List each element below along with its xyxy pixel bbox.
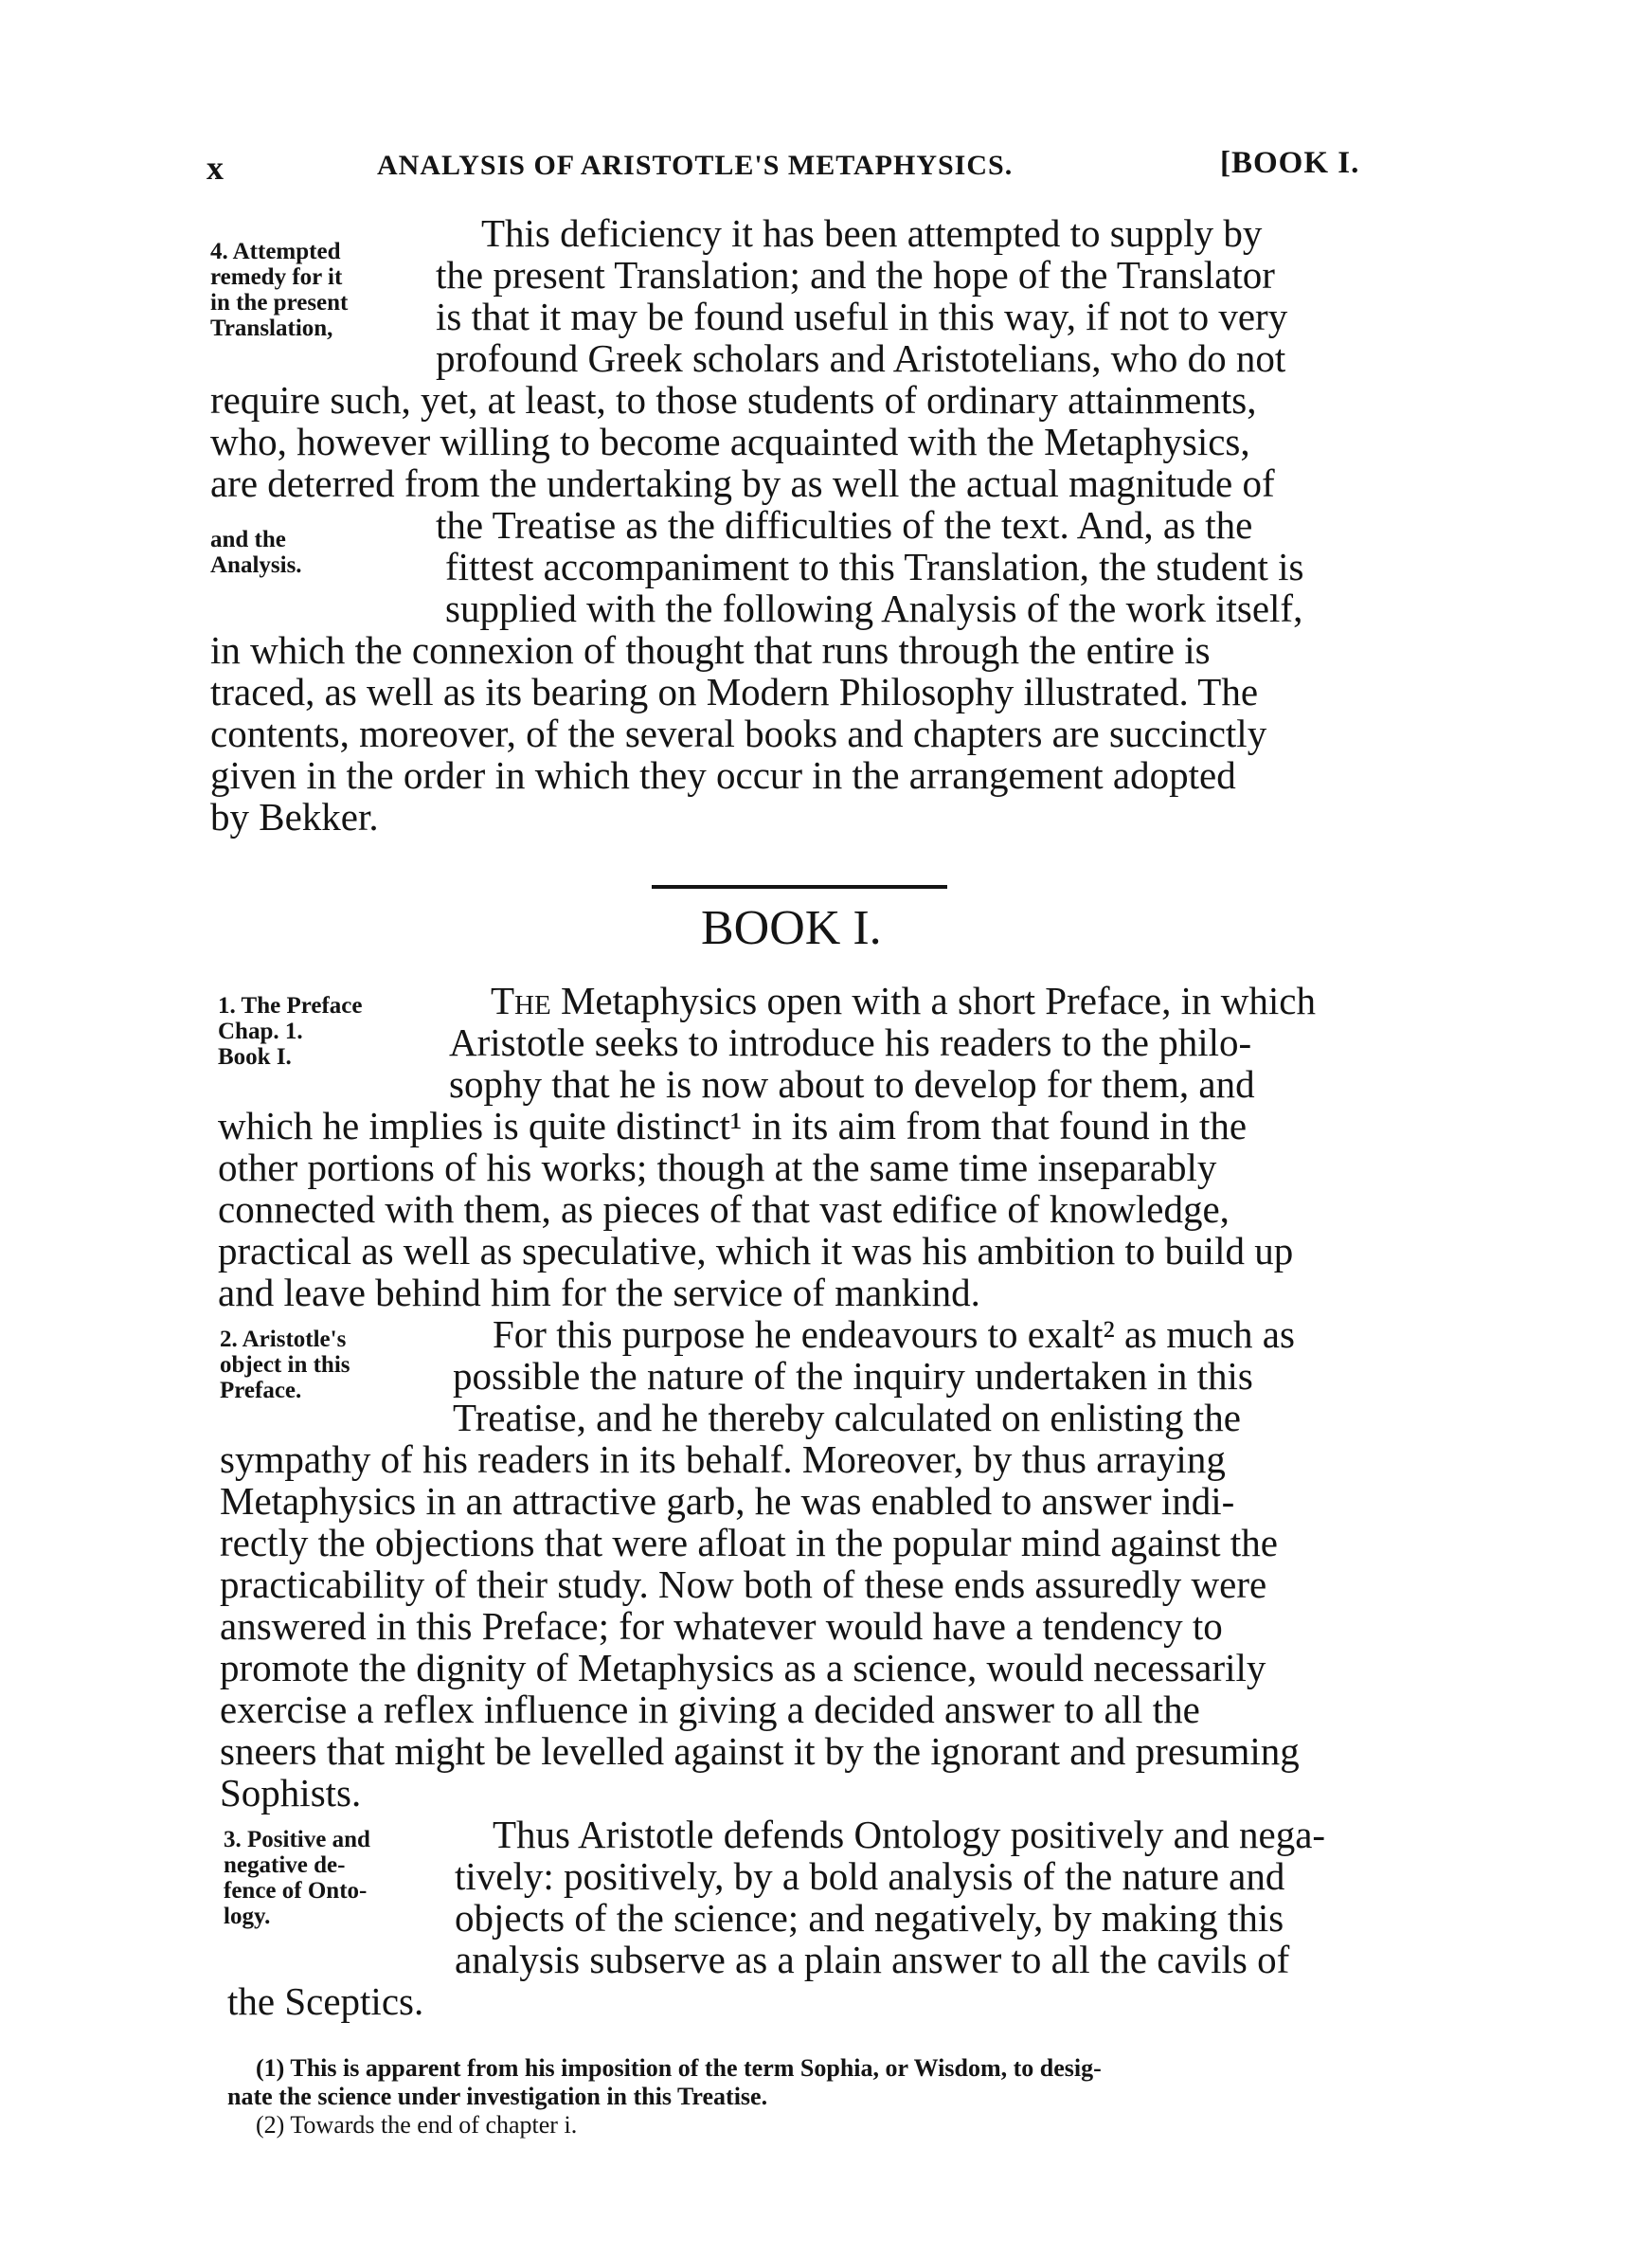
body-text-line: contents, moreover, of the several books and chapters are succinctly bbox=[210, 712, 1267, 755]
running-title: ANALYSIS OF ARISTOTLE'S METAPHYSICS. bbox=[377, 150, 1014, 181]
body-text-line: objects of the science; and negatively, by making this bbox=[455, 1896, 1284, 1940]
margin-note-aristotles-object bbox=[220, 1327, 350, 1403]
body-text-line: Metaphysics in an attractive garb, he was enabled to answer indi- bbox=[220, 1479, 1235, 1523]
body-text-line: connected with them, as pieces of that vast edifice of knowledge, bbox=[218, 1187, 1230, 1231]
body-text-line: This deficiency it has been attempted to supply by bbox=[481, 211, 1263, 255]
body-text-line: profound Greek scholars and Aristotelians, who do not bbox=[436, 336, 1286, 380]
running-book-label: [BOOK I. bbox=[1220, 146, 1360, 180]
margin-note-line: fence of Onto- bbox=[224, 1878, 368, 1904]
page-number: x bbox=[206, 149, 224, 187]
body-text-line: and leave behind him for the service of mankind. bbox=[218, 1271, 980, 1314]
body-text-line-rest: Metaphysics open with a short Preface, in which bbox=[550, 979, 1316, 1022]
margin-note-attempted-remedy bbox=[210, 239, 348, 341]
margin-note-line: 3. Positive and bbox=[224, 1827, 370, 1852]
body-text-line: sophy that he is now about to develop for them, and bbox=[449, 1062, 1255, 1106]
margin-note-line: Chap. 1. bbox=[218, 1019, 303, 1044]
body-text-line: Sophists. bbox=[220, 1771, 362, 1815]
margin-note-line: negative de- bbox=[224, 1852, 346, 1878]
body-text-line: traced, as well as its bearing on Modern Philosophy illustrated. The bbox=[210, 670, 1259, 713]
body-text-line: sneers that might be levelled against it by the ignorant and presuming bbox=[220, 1729, 1300, 1773]
margin-note-line: logy. bbox=[224, 1904, 271, 1929]
body-text-line: exercise a reflex influence in giving a decided answer to all the bbox=[220, 1688, 1200, 1731]
body-text-line: is that it may be found useful in this way, if not to very bbox=[436, 295, 1288, 338]
section-divider bbox=[652, 885, 947, 889]
margin-note-preface bbox=[218, 993, 363, 1070]
margin-note-line: in the present bbox=[210, 290, 349, 316]
margin-note-line: remedy for it bbox=[210, 264, 343, 290]
body-text-line: are deterred from the undertaking by as well the actual magnitude of bbox=[210, 461, 1275, 505]
first-word-small-caps: The bbox=[491, 979, 551, 1022]
margin-note-line: 2. Aristotle's bbox=[220, 1327, 347, 1352]
book-heading: BOOK I. bbox=[701, 901, 882, 955]
margin-note-line: Analysis. bbox=[210, 552, 302, 578]
margin-note-line: 4. Attempted bbox=[210, 239, 341, 264]
body-text-line: sympathy of his readers in its behalf. Moreover, by thus arraying bbox=[220, 1437, 1226, 1481]
body-text-line: require such, yet, at least, to those students of ordinary attainments, bbox=[210, 378, 1257, 422]
body-text-line: which he implies is quite distinct¹ in its aim from that found in the bbox=[218, 1104, 1248, 1147]
body-text-line: promote the dignity of Metaphysics as a science, would necessarily bbox=[220, 1646, 1266, 1689]
body-text-line: rectly the objections that were afloat in the popular mind against the bbox=[220, 1521, 1278, 1564]
margin-note-analysis bbox=[210, 527, 302, 578]
body-text-line: given in the order in which they occur in the arrangement adopted bbox=[210, 753, 1236, 797]
footnote-line: (1) This is apparent from his imposition of the term Sophia, or Wisdom, to desig- bbox=[256, 2054, 1102, 2082]
body-text-line: possible the nature of the inquiry undertaken in this bbox=[453, 1354, 1253, 1398]
margin-note-line: Translation, bbox=[210, 316, 333, 341]
body-text-line: supplied with the following Analysis of the work itself, bbox=[445, 587, 1303, 630]
margin-note-line: and the bbox=[210, 527, 286, 552]
margin-note-line: Book I. bbox=[218, 1044, 292, 1070]
body-text-line: analysis subserve as a plain answer to all the cavils of bbox=[455, 1938, 1290, 1981]
body-text-line: For this purpose he endeavours to exalt² as much as bbox=[493, 1312, 1295, 1356]
body-text-line: the Sceptics. bbox=[227, 1979, 424, 2023]
margin-note-line: 1. The Preface bbox=[218, 993, 363, 1019]
margin-note-line: object in this bbox=[220, 1352, 350, 1378]
body-text-line: answered in this Preface; for whatever would have a tendency to bbox=[220, 1604, 1223, 1648]
body-text-line bbox=[491, 978, 1316, 1023]
body-text-line: Aristotle seeks to introduce his readers to the philo- bbox=[449, 1020, 1252, 1064]
margin-note-positive-negative-defence bbox=[224, 1827, 370, 1929]
body-text-line: practicability of their study. Now both of these ends assuredly were bbox=[220, 1562, 1267, 1606]
footnote-line: nate the science under investigation in this Treatise. bbox=[227, 2083, 768, 2110]
body-text-line: who, however willing to become acquainted with the Metaphysics, bbox=[210, 420, 1250, 463]
body-text-line: other portions of his works; though at the same time inseparably bbox=[218, 1146, 1217, 1189]
body-text-line: fittest accompaniment to this Translation, the student is bbox=[445, 545, 1304, 588]
body-text-line: practical as well as speculative, which it was his ambition to build up bbox=[218, 1229, 1294, 1273]
body-text-line: Thus Aristotle defends Ontology positively and nega- bbox=[493, 1813, 1326, 1856]
body-text-line: tively: positively, by a bold analysis of the nature and bbox=[455, 1854, 1285, 1898]
margin-note-line: Preface. bbox=[220, 1378, 302, 1403]
body-text-line: Treatise, and he thereby calculated on enlisting the bbox=[453, 1396, 1241, 1439]
body-text-line: in which the connexion of thought that runs through the entire is bbox=[210, 628, 1211, 672]
footnote-line: (2) Towards the end of chapter i. bbox=[256, 2111, 578, 2139]
body-text-line: the Treatise as the difficulties of the text. And, as the bbox=[436, 503, 1253, 547]
body-text-line: the present Translation; and the hope of the Translator bbox=[436, 253, 1275, 297]
body-text-line: by Bekker. bbox=[210, 795, 379, 839]
